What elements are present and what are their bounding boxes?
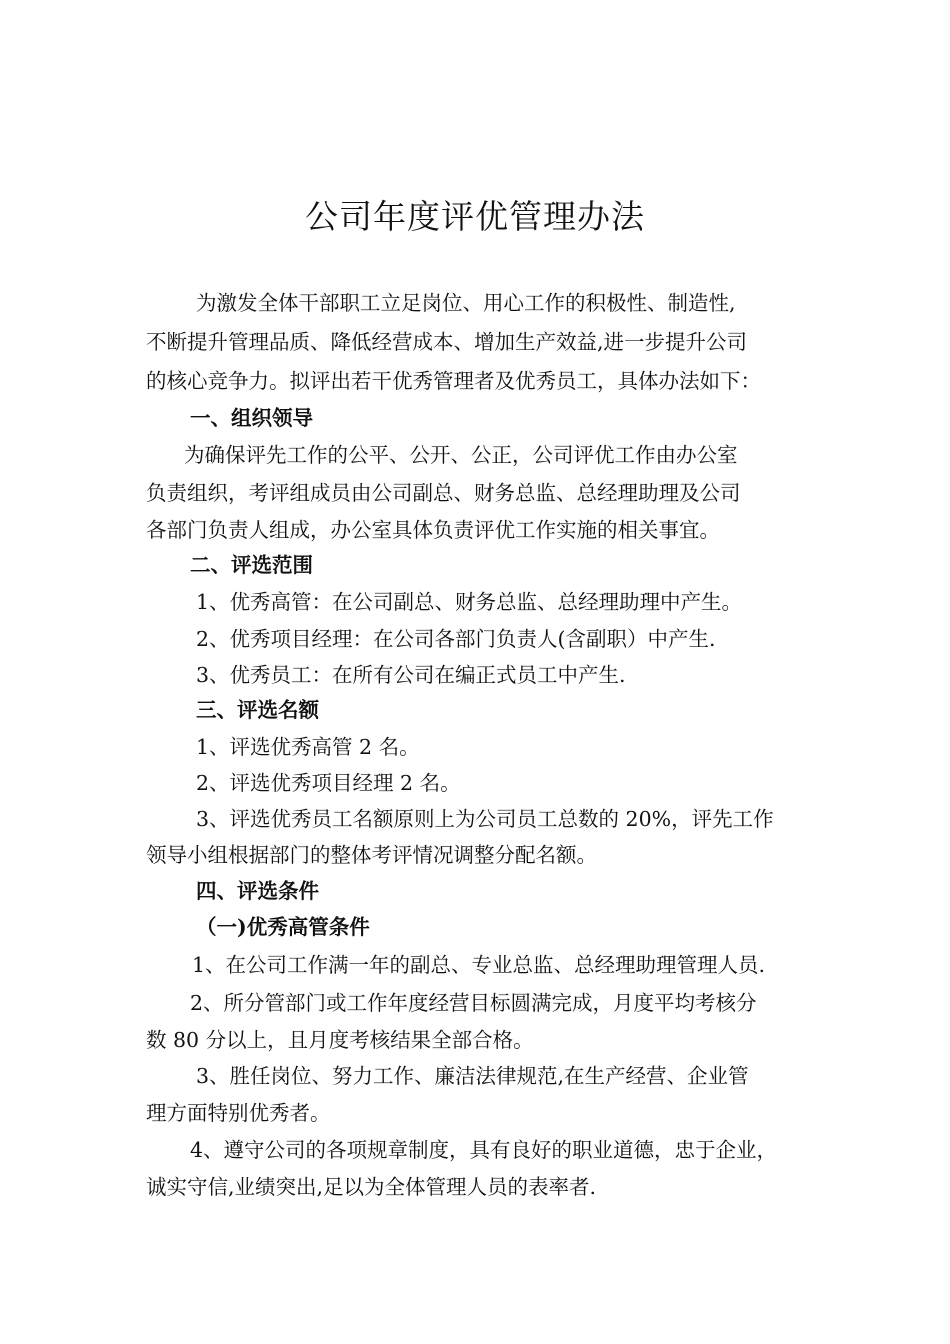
section-4-item-3-cont: 理方面特别优秀者。 (146, 1101, 331, 1125)
section-4-item-1: 1、在公司工作满一年的副总、专业总监、总经理助理管理人员. (192, 953, 766, 977)
section-1-heading: 一、组织领导 (190, 406, 313, 430)
intro-line-2: 不断提升管理品质、降低经营成本、增加生产效益,进一步提升公司 (146, 330, 748, 354)
section-1-line-3: 各部门负责人组成，办公室具体负责评优工作实施的相关事宜。 (146, 518, 720, 542)
section-3-item-1: 1、评选优秀高管 2 名。 (196, 735, 420, 759)
section-3-heading: 三、评选名额 (196, 698, 319, 722)
section-4-subheading: （一)优秀高管条件 (196, 915, 370, 939)
section-4-item-4-cont: 诚实守信,业绩突出,足以为全体管理人员的表率者. (146, 1175, 597, 1199)
document-title: 公司年度评优管理办法 (305, 197, 645, 236)
section-1-line-1: 为确保评先工作的公平、公开、公正，公司评优工作由办公室 (184, 443, 738, 467)
section-4-heading: 四、评选条件 (196, 879, 319, 903)
section-3-item-2: 2、评选优秀项目经理 2 名。 (196, 771, 461, 795)
section-4-item-2: 2、所分管部门或工作年度经营目标圆满完成，月度平均考核分 (190, 991, 757, 1015)
section-2-item-1: 1、优秀高管：在公司副总、财务总监、总经理助理中产生。 (196, 590, 743, 614)
intro-line-1: 为激发全体干部职工立足岗位、用心工作的积极性、制造性, (196, 291, 736, 315)
section-4-item-3: 3、胜任岗位、努力工作、廉洁法律规范,在生产经营、企业管 (196, 1064, 749, 1088)
section-4-item-4: 4、遵守公司的各项规章制度，具有良好的职业道德，忠于企业， (190, 1138, 778, 1162)
section-1-line-2: 负责组织，考评组成员由公司副总、财务总监、总经理助理及公司 (146, 481, 741, 505)
section-2-heading: 二、评选范围 (190, 553, 313, 577)
section-2-item-2: 2、优秀项目经理：在公司各部门负责人(含副职）中产生. (196, 627, 716, 651)
section-3-item-3-cont: 领导小组根据部门的整体考评情况调整分配名额。 (146, 843, 597, 867)
section-4-item-2-cont: 数 80 分以上，且月度考核结果全部合格。 (146, 1028, 534, 1052)
section-3-item-3: 3、评选优秀员工名额原则上为公司员工总数的 20%，评先工作 (196, 807, 774, 831)
section-2-item-3: 3、优秀员工：在所有公司在编正式员工中产生. (196, 663, 626, 687)
intro-line-3: 的核心竞争力。拟评出若干优秀管理者及优秀员工，具体办法如下： (146, 369, 761, 393)
